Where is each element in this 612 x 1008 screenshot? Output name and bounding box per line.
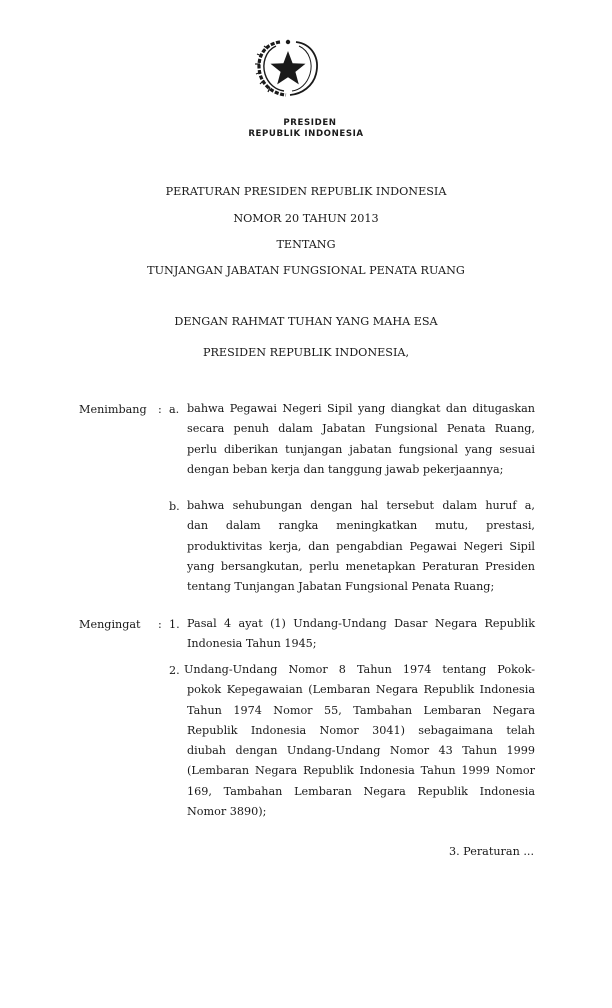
preamble-presiden: PRESIDEN REPUBLIK INDONESIA,	[202, 346, 410, 359]
item-marker: b.	[169, 500, 180, 513]
item-marker: a.	[169, 403, 180, 416]
preamble-rahmat: DENGAN RAHMAT TUHAN YANG MAHA ESA	[174, 315, 438, 328]
regulation-subject: TUNJANGAN JABATAN FUNGSIONAL PENATA RUANG	[147, 264, 465, 277]
regulation-number: NOMOR 20 TAHUN 2013	[233, 212, 379, 225]
menimbang-label: Menimbang	[79, 403, 147, 416]
item-text: bahwa sehubungan dengan hal tersebut dalam huruf a, dan dalam rangka meningkatkan mutu, prestasi, produktivitas kerja, dan pengabdian Pegawai Negeri Sipil yang bersangkutan, perlu menetapkan Peraturan Presiden tentang Tunjangan Jabatan Fungsional Penata Ruang;	[187, 499, 535, 594]
item-text: Undang-Undang Nomor 8 Tahun 1974 tentang Pokok- pokok Kepegawaian (Lembaran Negara Republik Indonesia Tahun 1974 Nomor 55, Tambahan Lembaran Negara Republik Indonesia Nomor 3041) sebagaimana telah diubah dengan Undang-Undang Nomor 43 Tahun 1999 (Lembaran Negara Republik Indonesia Tahun 1999 Nomor 169, Tambahan Lembaran Negara Republik Indonesia Nomor 3890);	[184, 663, 535, 819]
emblem-caption-presiden: PRESIDEN	[283, 118, 337, 128]
garuda-star-emblem-icon	[250, 36, 326, 98]
regulation-title: PERATURAN PRESIDEN REPUBLIK INDONESIA	[165, 185, 447, 198]
mengingat-colon: :	[158, 618, 162, 631]
continuation-marker: 3. Peraturan ...	[448, 845, 534, 858]
regulation-tentang: TENTANG	[276, 238, 336, 251]
menimbang-colon: :	[158, 403, 162, 416]
item-text: Pasal 4 ayat (1) Undang-Undang Dasar Negara Republik Indonesia Tahun 1945;	[187, 617, 535, 651]
emblem-caption-republik: REPUBLIK INDONESIA	[248, 129, 364, 139]
item-marker: 1.	[169, 618, 180, 631]
item-text: bahwa Pegawai Negeri Sipil yang diangkat dan ditugaskan secara penuh dalam Jabatan Fungsional Penata Ruang, perlu diberikan tunjangan jabatan fungsional yang sesuai dengan beban kerja dan tanggung jawab pekerjaannya;	[187, 402, 535, 476]
mengingat-label: Mengingat	[79, 618, 141, 631]
item-marker: 2.	[169, 664, 180, 677]
